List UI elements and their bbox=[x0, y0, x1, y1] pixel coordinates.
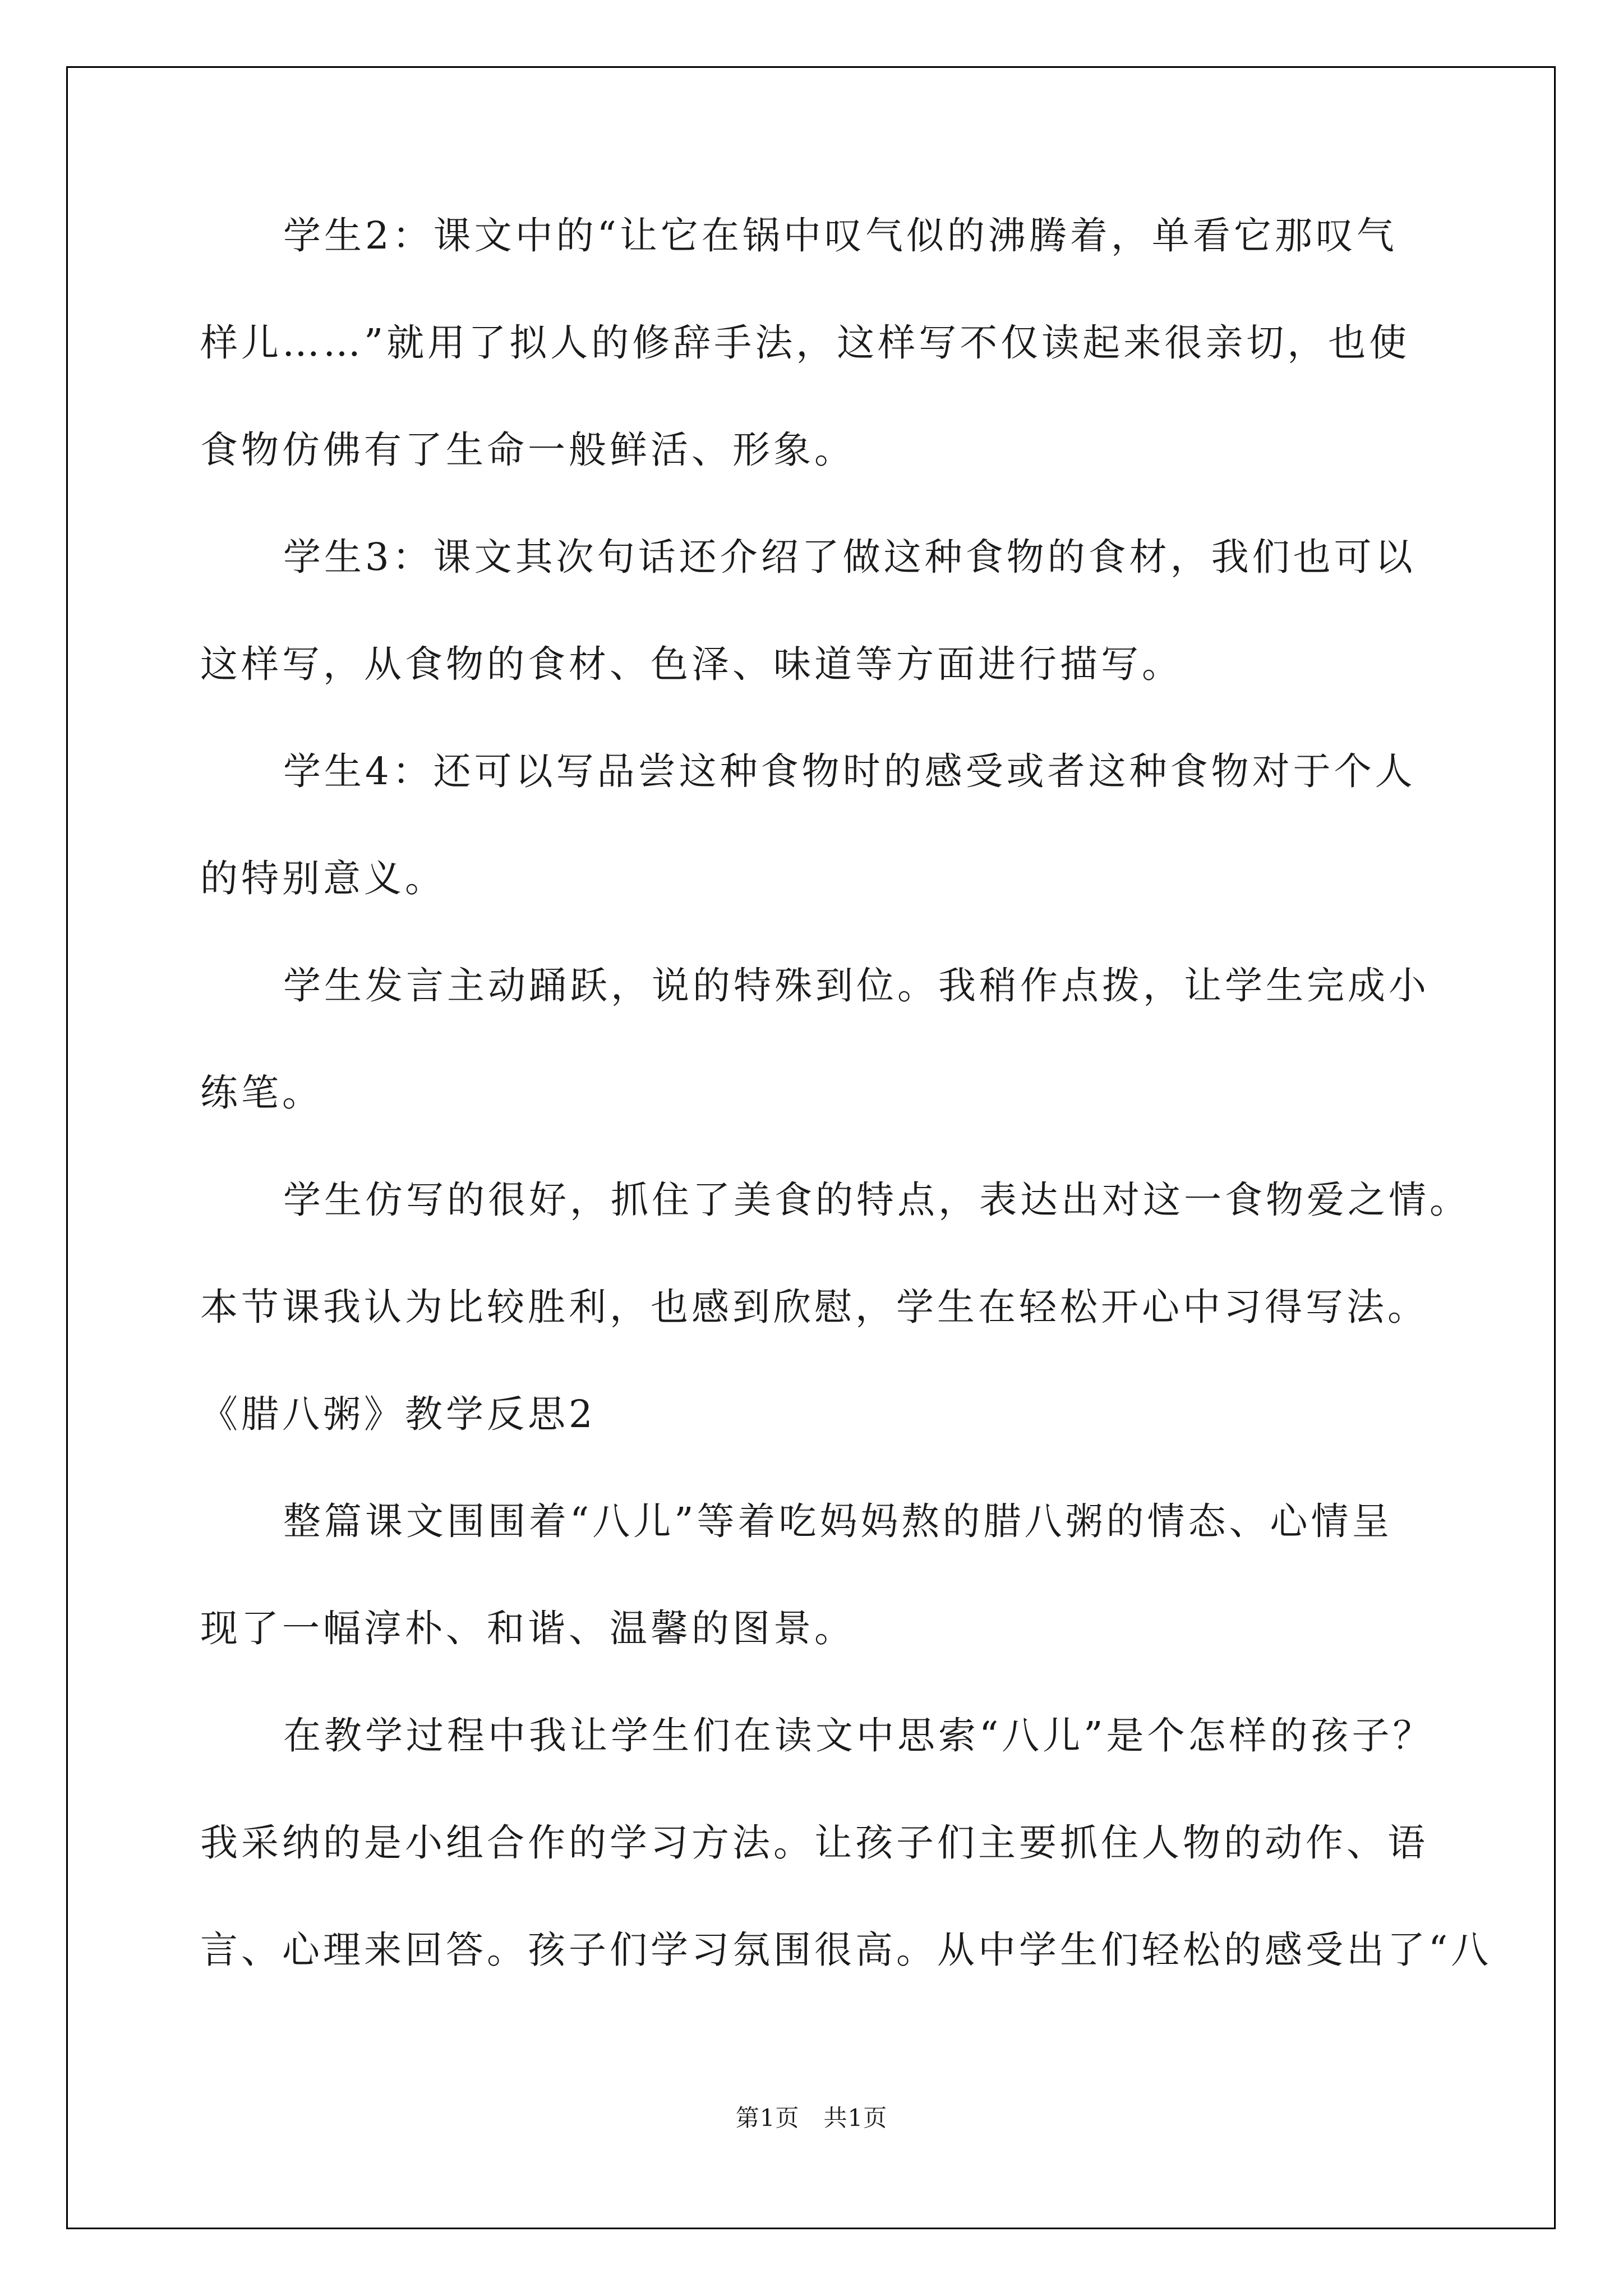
page-border bbox=[66, 66, 1556, 2229]
paragraph-line: 学生3：课文其次句话还介绍了做这种食物的食材，我们也可以 bbox=[283, 535, 1416, 579]
paragraph-line: 食物仿佛有了生命一般鲜活、形象。 bbox=[200, 428, 855, 472]
paragraph-line: 这样写，从食物的食材、色泽、味道等方面进行描写。 bbox=[200, 642, 1183, 686]
paragraph-line: 学生发言主动踊跃，说的特殊到位。我稍作点拨，让学生完成小 bbox=[283, 964, 1430, 1007]
paragraph-line: 学生仿写的很好，抓住了美食的特点，表达出对这一食物爱之情。 bbox=[283, 1178, 1470, 1222]
paragraph-line: 样儿……”就用了拟人的修辞手法，这样写不仅读起来很亲切，也使 bbox=[200, 321, 1410, 365]
page-number-footer: 第1页 共1页 bbox=[735, 2104, 888, 2132]
section-heading: 《腊八粥》教学反思2 bbox=[200, 1392, 596, 1436]
paragraph-line: 学生4：还可以写品尝这种食物时的感受或者这种食物对于个人 bbox=[283, 749, 1416, 793]
paragraph-line: 现了一幅淳朴、和谐、温馨的图景。 bbox=[200, 1607, 855, 1650]
paragraph-line: 言、心理来回答。孩子们学习氛围很高。从中学生们轻松的感受出了“八 bbox=[200, 1928, 1492, 1972]
paragraph-line: 的特别意义。 bbox=[200, 857, 446, 900]
paragraph-line: 本节课我认为比较胜利，也感到欣慰，学生在轻松开心中习得写法。 bbox=[200, 1285, 1428, 1329]
paragraph-line: 整篇课文围围着“八儿”等着吃妈妈熬的腊八粥的情态、心情呈 bbox=[283, 1499, 1393, 1543]
paragraph-line: 练笔。 bbox=[200, 1071, 323, 1115]
paragraph-line: 在教学过程中我让学生们在读文中思索“八儿”是个怎样的孩子？ bbox=[283, 1714, 1434, 1757]
paragraph-line: 学生2：课文中的“让它在锅中叹气似的沸腾着，单看它那叹气 bbox=[283, 214, 1398, 257]
paragraph-line: 我采纳的是小组合作的学习方法。让孩子们主要抓住人物的动作、语 bbox=[200, 1821, 1428, 1865]
